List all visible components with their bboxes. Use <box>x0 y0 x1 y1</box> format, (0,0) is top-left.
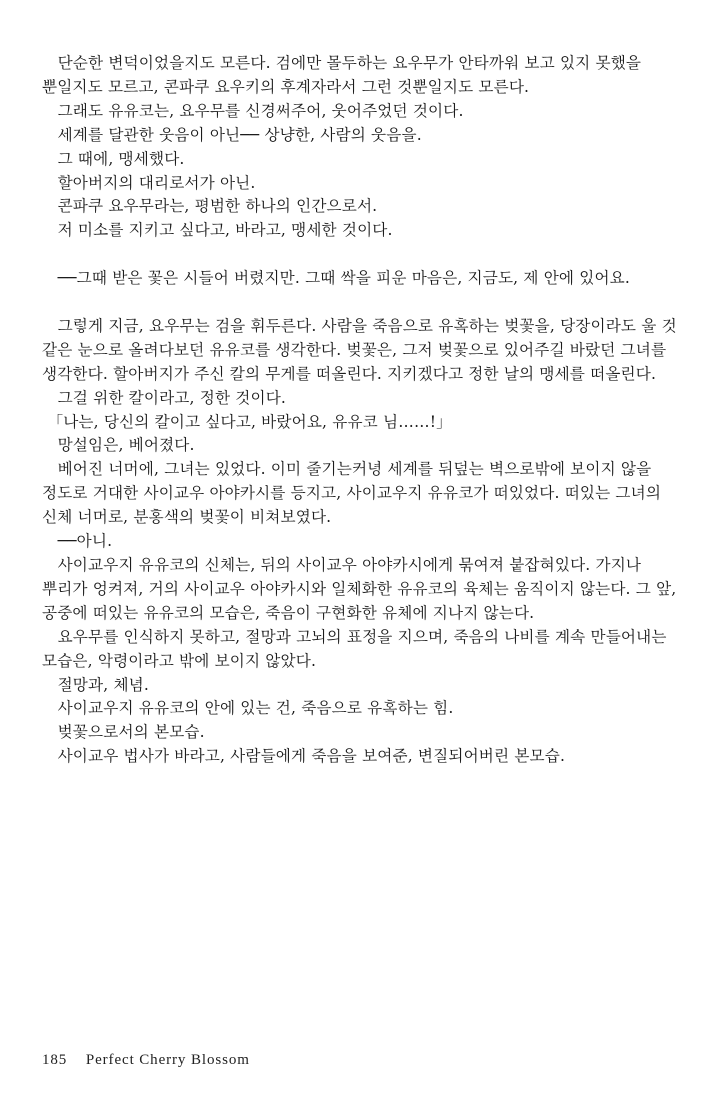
paragraph: 벚꽃으로서의 본모습. <box>57 723 205 742</box>
paragraph: 요우무를 인식하지 못하고, 절망과 고뇌의 표정을 지으며, 죽음의 나비를 계속 만들어내는 모습은, 악령이라고 밖에 보이지 않았다. <box>42 627 667 670</box>
paragraph: 콘파쿠 요우무라는, 평범한 하나의 인간으로서. <box>57 197 378 216</box>
page-number: 185 <box>42 1052 68 1068</box>
paragraph: 그걸 위한 칼이라고, 정한 것이다. <box>57 388 287 407</box>
paragraph: ──아니. <box>57 532 113 551</box>
paragraph: 세계를 달관한 웃음이 아닌── 상냥한, 사람의 웃음을. <box>57 125 422 144</box>
paragraph: ──그때 받은 꽃은 시들어 버렸지만. 그때 싹을 피운 마음은, 지금도, 제 안에 있어요. <box>57 269 630 288</box>
body-text <box>42 52 682 769</box>
paragraph: 절망과, 체념. <box>57 675 149 694</box>
section-break <box>42 243 682 267</box>
paragraph: 단순한 변덕이었을지도 모른다. 검에만 몰두하는 요우무가 안타까워 보고 있지 못했을 뿐일지도 모르고, 콘파쿠 요우키의 후계자라서 그런 것뿐일지도 모른다. <box>42 54 642 96</box>
paragraph: 망설임은, 베어졌다. <box>57 436 195 455</box>
book-title: Perfect Cherry Blossom <box>85 1052 250 1068</box>
paragraph: 사이교우 법사가 바라고, 사람들에게 죽음을 보여준, 변질되어버린 본모습. <box>57 747 566 766</box>
dialogue-line: 「나는, 당신의 칼이고 싶다고, 바랐어요, 유유코 님……!」 <box>47 412 452 431</box>
page-footer <box>42 1052 250 1069</box>
paragraph: 할아버지의 대리로서가 아닌. <box>57 173 256 192</box>
paragraph: 그렇게 지금, 요우무는 검을 휘두른다. 사람을 죽음으로 유혹하는 벚꽃을, 당장이라도 울 것 같은 눈으로 올려다보던 유유코를 생각한다. 벚꽃은, 그저 벚꽃으로 있어주길 바랐던 그녀를 생각한다. 할아버지가 주신 칼의 무게를 떠올린다. 지키겠다고 정한 날의 맹세를 떠올린다. <box>42 316 677 383</box>
paragraph: 사이교우지 유유코의 안에 있는 건, 죽음으로 유혹하는 힘. <box>57 699 454 718</box>
paragraph: 그 때에, 맹세했다. <box>57 149 185 168</box>
paragraph: 저 미소를 지키고 싶다고, 바라고, 맹세한 것이다. <box>57 221 393 240</box>
paragraph: 사이교우지 유유코의 신체는, 뒤의 사이교우 아야카시에게 묶여져 붙잡혀있다. 가지나 뿌리가 엉켜져, 거의 사이교우 아야카시와 일체화한 유유코의 육체는 움직이지 않는다. 그 앞, 공중에 떠있는 유유코의 모습은, 죽음이 구현화한 유체에 지나지 않는다. <box>42 556 677 622</box>
paragraph: 그래도 유유코는, 요우무를 신경써주어, 웃어주었던 것이다. <box>57 101 464 120</box>
paragraph: 베어진 너머에, 그녀는 있었다. 이미 줄기는커녕 세계를 뒤덮는 벽으로밖에 보이지 않을 정도로 거대한 사이교우 아야카시를 등지고, 사이교우지 유유코가 떠있었다. 떠있는 그녀의 신체 너머로, 분홍색의 벚꽃이 비쳐보였다. <box>42 460 662 527</box>
section-break <box>42 291 682 315</box>
